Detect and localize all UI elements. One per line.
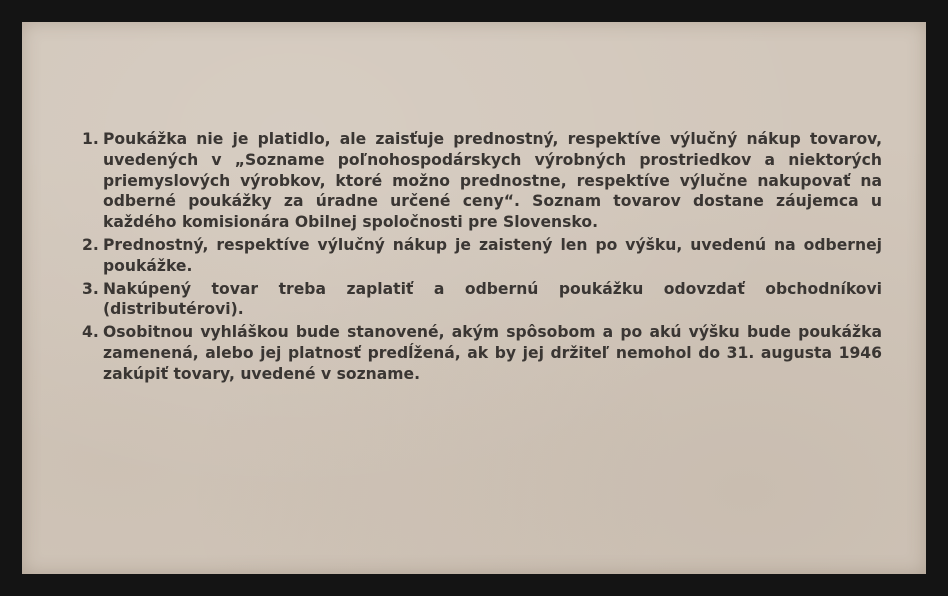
condition-text: Osobitnou vyhláškou bude stanovené, akým spôsobom a po akú výšku bude poukážka zamenená, alebo jej platnosť predĺžená, ak by jej držiteľ nemohol do 31. augusta 1946 zakúpiť tovary, uvedené v sozname. [103,323,882,383]
condition-item [82,235,882,277]
condition-number: 3. [82,279,99,298]
condition-number: 2. [82,235,99,254]
condition-text: Nakúpený tovar treba zaplatiť a odbernú poukážku odovzdať obchodníkovi (distributérovi). [103,279,882,319]
condition-item [82,322,882,384]
condition-item [82,129,882,233]
condition-item [82,279,882,321]
voucher-back [22,22,926,574]
condition-number: 1. [82,130,99,148]
conditions-list [82,129,882,387]
condition-text: Poukážka nie je platidlo, ale zaisťuje prednostný, respektíve výlučný nákup tovarov, uvedených v „Sozname poľnohospodárskych výrobných prostriedkov a niektorých priemyslových výrobkov, ktoré možno prednostne, respektíve výlučne nakupovať na odberné poukážky za úradne určené ceny“. Soznam tovarov dostane záujemca u každého komisionára Obilnej spoločnosti pre Slovensko. [103,130,882,232]
condition-text: Prednostný, respektíve výlučný nákup je zaistený len po výšku, uvedenú na odbernej poukážke. [103,235,882,275]
condition-number: 4. [82,323,99,342]
